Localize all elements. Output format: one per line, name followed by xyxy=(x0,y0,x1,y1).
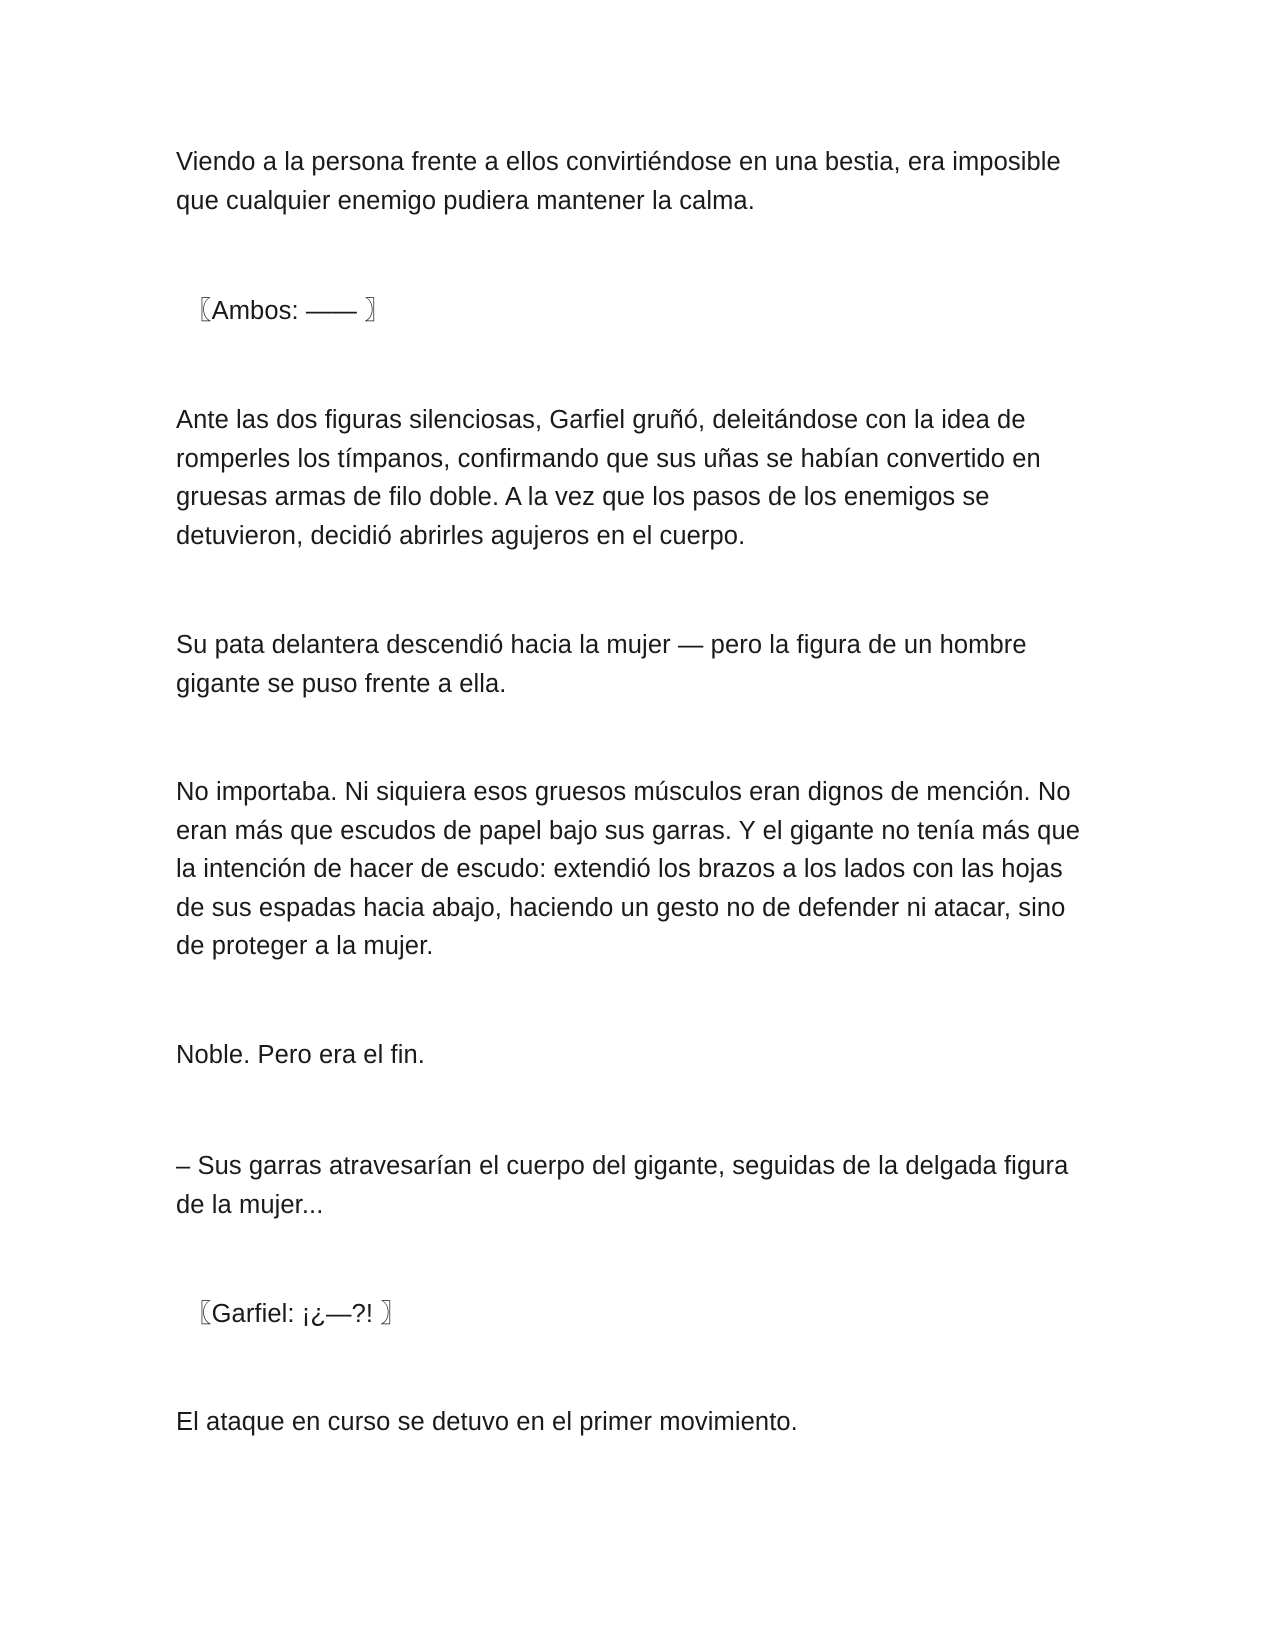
paragraph-line: que cualquier enemigo pudiera mantener la calma. xyxy=(176,186,755,215)
paragraph-line: eran más que escudos de papel bajo sus garras. Y el gigante no tenía más que xyxy=(176,816,1081,845)
paragraph-6 xyxy=(176,1147,1106,1224)
dialogue-garfiel xyxy=(186,1295,1116,1334)
paragraph-line: detuvieron, decidió abrirles agujeros en el cuerpo. xyxy=(176,521,746,550)
paragraph-line: No importaba. Ni siquiera esos gruesos músculos eran dignos de mención. No xyxy=(176,778,1071,806)
paragraph-line: romperles los tímpanos, confirmando que sus uñas se habían convertido en xyxy=(176,444,1041,473)
paragraph-line: Ante las dos figuras silenciosas, Garfiel gruñó, deleitándose con la idea de xyxy=(176,406,1026,434)
paragraph-2 xyxy=(176,401,1106,555)
paragraph-line: gigante se puso frente a ella. xyxy=(176,669,507,698)
paragraph-4 xyxy=(176,773,1106,966)
paragraph-line: de sus espadas hacia abajo, haciendo un gesto no de defender ni atacar, sino xyxy=(176,893,1066,922)
paragraph-line: Noble. Pero era el fin. xyxy=(176,1041,425,1069)
dialogue-line: 〖Garfiel: ¡¿—?! 〗 xyxy=(186,1300,406,1328)
paragraph-line: de proteger a la mujer. xyxy=(176,932,434,960)
dialogue-line: 〖Ambos: —— 〗 xyxy=(186,297,390,325)
paragraph-line: la intención de hacer de escudo: extendió los brazos a los lados con las hojas xyxy=(176,855,1063,883)
paragraph-line: – Sus garras atravesarían el cuerpo del gigante, seguidas de la delgada figura xyxy=(176,1152,1069,1180)
dialogue-ambos xyxy=(186,292,1116,331)
paragraph-line: de la mujer... xyxy=(176,1190,324,1219)
paragraph-line: El ataque en curso se detuvo en el primer movimiento. xyxy=(176,1408,798,1436)
paragraph-line: gruesas armas de filo doble. A la vez que los pasos de los enemigos se xyxy=(176,483,990,511)
paragraph-3 xyxy=(176,626,1106,703)
paragraph-line: Su pata delantera descendió hacia la mujer — pero la figura de un hombre xyxy=(176,631,1027,659)
paragraph-1 xyxy=(176,143,1106,220)
paragraph-5 xyxy=(176,1036,1106,1075)
paragraph-7 xyxy=(176,1403,1106,1442)
paragraph-line: Viendo a la persona frente a ellos convirtiéndose en una bestia, era imposible xyxy=(176,148,1061,176)
